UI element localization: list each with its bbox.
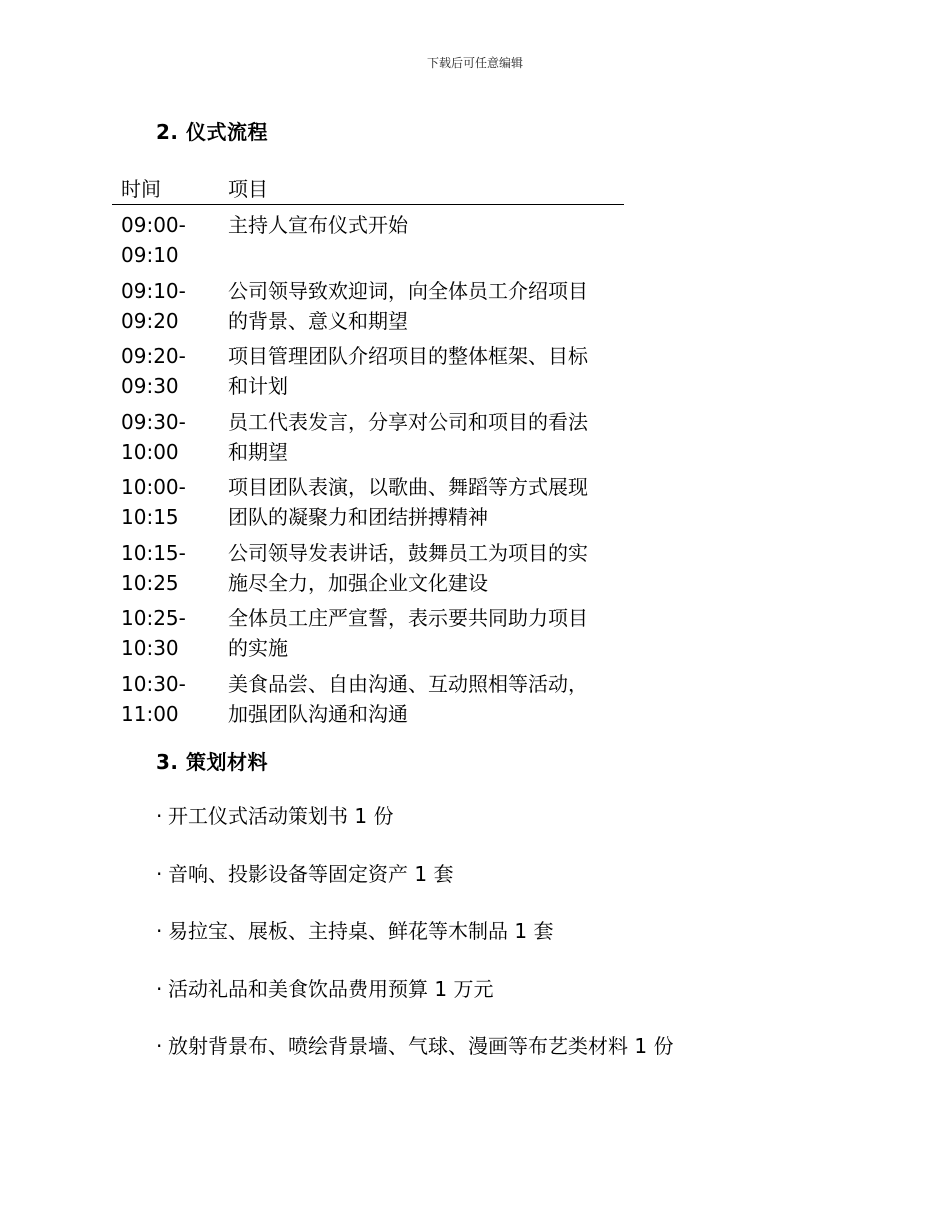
time-start: 09:30- bbox=[121, 409, 186, 434]
list-item bbox=[156, 915, 673, 973]
table-row bbox=[112, 205, 624, 274]
time-cell bbox=[112, 407, 228, 467]
table-row bbox=[112, 536, 624, 602]
item-cell: 项目团队表演，以歌曲、舞蹈等方式展现团队的凝聚力和团结拼搏精神 bbox=[228, 475, 588, 529]
time-start: 09:00- bbox=[121, 213, 186, 237]
schedule-table bbox=[112, 174, 624, 732]
column-header-time: 时间 bbox=[121, 177, 161, 201]
item-cell: 公司领导发表讲话，鼓舞员工为项目的实施尽全力，加强企业文化建设 bbox=[228, 540, 588, 595]
time-start: 10:00- bbox=[121, 475, 186, 499]
list-item-text: 易拉宝、展板、主持桌、鲜花等木制品 1 套 bbox=[168, 919, 554, 943]
list-item-text: 放射背景布、喷绘背景墙、气球、漫画等布艺类材料 1 份 bbox=[168, 1034, 674, 1058]
time-cell bbox=[112, 603, 228, 663]
time-end: 11:00 bbox=[121, 701, 179, 726]
table-row bbox=[112, 405, 624, 471]
bullet-icon: · bbox=[156, 804, 163, 828]
item-cell: 项目管理团队介绍项目的整体框架、目标和计划 bbox=[228, 344, 588, 398]
time-end: 10:00 bbox=[121, 439, 179, 464]
item-cell: 美食品尝、自由沟通、互动照相等活动，加强团队沟通和沟通 bbox=[228, 671, 588, 726]
time-cell bbox=[112, 538, 228, 598]
table-row bbox=[112, 601, 624, 667]
time-start: 10:30- bbox=[121, 671, 186, 696]
item-cell: 员工代表发言，分享对公司和项目的看法和期望 bbox=[228, 409, 588, 464]
time-start: 09:10- bbox=[121, 278, 186, 303]
bullet-icon: · bbox=[156, 861, 163, 886]
schedule-table-header bbox=[112, 174, 624, 205]
time-start: 10:25- bbox=[121, 606, 186, 630]
list-item-text: 活动礼品和美食饮品费用预算 1 万元 bbox=[168, 976, 494, 1001]
column-header-item: 项目 bbox=[228, 177, 268, 201]
table-row bbox=[112, 470, 624, 536]
time-end: 10:30 bbox=[121, 636, 179, 660]
list-item-text: 音响、投影设备等固定资产 1 套 bbox=[168, 861, 454, 886]
time-end: 09:10 bbox=[121, 243, 179, 267]
time-start: 10:15- bbox=[121, 540, 186, 565]
time-cell bbox=[112, 276, 228, 336]
section-title-planning-materials: 3. 策划材料 bbox=[156, 750, 268, 774]
schedule-table-body bbox=[112, 205, 624, 732]
time-end: 10:15 bbox=[121, 505, 179, 529]
item-cell: 全体员工庄严宣誓，表示要共同助力项目的实施 bbox=[228, 606, 588, 660]
table-row bbox=[112, 667, 624, 733]
section-title-ceremony-process: 2. 仪式流程 bbox=[156, 120, 268, 144]
time-cell bbox=[112, 472, 228, 532]
item-cell: 主持人宣布仪式开始 bbox=[228, 213, 408, 237]
time-end: 10:25 bbox=[121, 570, 179, 595]
time-cell bbox=[112, 669, 228, 729]
time-cell bbox=[112, 341, 228, 401]
list-item-text: 开工仪式活动策划书 1 份 bbox=[168, 804, 394, 828]
time-end: 09:20 bbox=[121, 308, 179, 333]
page-header: 下载后可任意编辑 bbox=[426, 56, 523, 70]
list-item bbox=[156, 858, 673, 916]
time-end: 09:30 bbox=[121, 374, 179, 398]
table-row bbox=[112, 339, 624, 405]
materials-list bbox=[156, 800, 673, 1088]
time-start: 09:20- bbox=[121, 344, 186, 368]
bullet-icon: · bbox=[156, 976, 163, 1001]
item-cell: 公司领导致欢迎词，向全体员工介绍项目的背景、意义和期望 bbox=[228, 278, 588, 333]
table-row bbox=[112, 274, 624, 340]
list-item bbox=[156, 800, 673, 858]
bullet-icon: · bbox=[156, 1034, 163, 1058]
time-cell bbox=[112, 210, 228, 270]
list-item bbox=[156, 1030, 673, 1088]
list-item bbox=[156, 973, 673, 1031]
bullet-icon: · bbox=[156, 919, 163, 943]
